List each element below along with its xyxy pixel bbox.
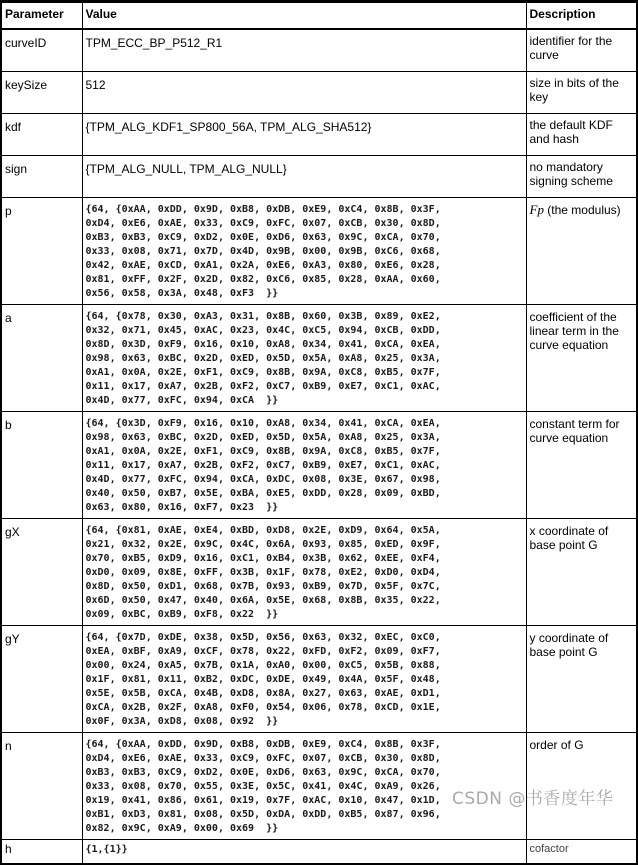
parameter-value: 512 xyxy=(82,72,526,114)
parameter-value-cell xyxy=(82,412,526,519)
table-row-n xyxy=(1,733,637,840)
table-row-a xyxy=(1,305,637,412)
parameter-description: constant term for curve equation xyxy=(526,412,637,519)
parameter-value-cell xyxy=(82,626,526,733)
parameter-value-cell xyxy=(82,733,526,840)
parameter-name: sign xyxy=(1,156,82,198)
parameter-name: curveID xyxy=(1,29,82,72)
table-row-gx xyxy=(1,519,637,626)
parameter-description: x coordinate of base point G xyxy=(526,519,637,626)
parameter-name: b xyxy=(1,412,82,519)
table-row-kdf xyxy=(1,114,637,156)
parameter-description: size in bits of the key xyxy=(526,72,637,114)
parameter-value-cell xyxy=(82,840,526,865)
parameter-description: order of G xyxy=(526,733,637,840)
parameter-description xyxy=(526,198,637,305)
header-parameter: Parameter xyxy=(1,2,82,30)
table-row-sign xyxy=(1,156,637,198)
field-symbol: Fp xyxy=(529,202,544,217)
parameter-description: identifier for the curve xyxy=(526,29,637,72)
parameter-description: y coordinate of base point G xyxy=(526,626,637,733)
hex-value: {64, {0xAA, 0xDD, 0x9D, 0xB8, 0xDB, 0xE9, 0xC4, 0x8B, 0x3F, 0xD4, 0xE6, 0xAE, 0x33, 0xC9, 0xFC, 0x07, 0xCB, 0x30, 0x8D, 0xB3, 0xB3, 0xC9, 0xD2, 0x0E, 0xD6, 0x63, 0x9C, 0xCA, 0x70, 0x33, 0x08, 0x70, 0x55, 0x3E, 0x5C, 0x41, 0x4C, 0xA9, 0x26, 0x19, 0x41, 0x86, 0x61, 0x19, 0x7F, 0xAC, 0x10, 0x47, 0x1D, 0xB1, 0xD3, 0x81, 0x08, 0x5D, 0xDA, 0xDD, 0xB5, 0x87, 0x96, 0x82, 0x9C, 0xA9, 0x00, 0x69 }} xyxy=(85,739,441,834)
parameter-value-cell xyxy=(82,198,526,305)
table-row-gy xyxy=(1,626,637,733)
parameter-name: n xyxy=(1,733,82,840)
parameter-name: h xyxy=(1,840,82,865)
table-row-h xyxy=(1,840,637,865)
parameter-description: no mandatory signing scheme xyxy=(526,156,637,198)
hex-value: {64, {0x81, 0xAE, 0xE4, 0xBD, 0xD8, 0x2E, 0xD9, 0x64, 0x5A, 0x21, 0x32, 0x2E, 0x9C, 0x4C, 0x6A, 0x93, 0x85, 0xED, 0x9F, 0x70, 0xB5, 0xD9, 0x16, 0xC1, 0xB4, 0x3B, 0x62, 0xEE, 0xF4, 0xD0, 0x09, 0x8E, 0xFF, 0x3B, 0x1F, 0x78, 0xE2, 0xD0, 0xD4, 0x8D, 0x50, 0xD1, 0x68, 0x7B, 0x93, 0xB9, 0x7D, 0x5F, 0x7C, 0x6D, 0x50, 0x47, 0x40, 0x6A, 0x5E, 0x68, 0x8B, 0x35, 0x22, 0x09, 0xBC, 0xB9, 0xF8, 0x22 }} xyxy=(85,525,441,620)
parameter-description: cofactor xyxy=(526,840,637,865)
csdn-watermark: CSDN @书香度年华 xyxy=(452,789,614,809)
hex-value: {64, {0x7D, 0xDE, 0x38, 0x5D, 0x56, 0x63, 0x32, 0xEC, 0xC0, 0xEA, 0xBF, 0xA9, 0xCF, 0x78, 0x22, 0xFD, 0xF2, 0x09, 0xF7, 0x00, 0x24, 0xA5, 0x7B, 0x1A, 0xA0, 0x00, 0xC5, 0x5B, 0x88, 0x1F, 0x81, 0x11, 0xB2, 0xDC, 0xDE, 0x49, 0x4A, 0x5F, 0x48, 0x5E, 0x5B, 0xCA, 0x4B, 0xD8, 0x8A, 0x27, 0x63, 0xAE, 0xD1, 0xCA, 0x2B, 0x2F, 0xA8, 0xF0, 0x54, 0x06, 0x78, 0xCD, 0x1E, 0x0F, 0x3A, 0xD8, 0x08, 0x92 }} xyxy=(85,632,441,727)
parameter-name: gX xyxy=(1,519,82,626)
header-value: Value xyxy=(82,2,526,30)
parameter-name: gY xyxy=(1,626,82,733)
parameter-description: the default KDF and hash xyxy=(526,114,637,156)
parameter-name: kdf xyxy=(1,114,82,156)
parameter-value: TPM_ECC_BP_P512_R1 xyxy=(82,29,526,72)
parameter-value: {TPM_ALG_NULL, TPM_ALG_NULL} xyxy=(82,156,526,198)
table-row-p xyxy=(1,198,637,305)
table-row-b xyxy=(1,412,637,519)
hex-value: {1,{1}} xyxy=(85,844,128,855)
description-text: (the modulus) xyxy=(543,203,621,217)
parameter-description: coefficient of the linear term in the curve equation xyxy=(526,305,637,412)
hex-value: {64, {0x78, 0x30, 0xA3, 0x31, 0x8B, 0x60, 0x3B, 0x89, 0xE2, 0x32, 0x71, 0x45, 0xAC, 0x23, 0x4C, 0xC5, 0x94, 0xCB, 0xDD, 0x8D, 0x3D, 0xF9, 0x16, 0x10, 0xA8, 0x34, 0x41, 0xCA, 0xEA, 0x98, 0x63, 0xBC, 0x2D, 0xED, 0x5D, 0x5A, 0xA8, 0x25, 0x3A, 0xA1, 0x0A, 0x2E, 0xF1, 0xC9, 0x8B, 0x9A, 0xC8, 0xB5, 0x7F, 0x11, 0x17, 0xA7, 0x2B, 0xF2, 0xC7, 0xB9, 0xE7, 0xC1, 0xAC, 0x4D, 0x77, 0xFC, 0x94, 0xCA }} xyxy=(85,311,441,406)
hex-value: {64, {0x3D, 0xF9, 0x16, 0x10, 0xA8, 0x34, 0x41, 0xCA, 0xEA, 0x98, 0x63, 0xBC, 0x2D, 0xED, 0x5D, 0x5A, 0xA8, 0x25, 0x3A, 0xA1, 0x0A, 0x2E, 0xF1, 0xC9, 0x8B, 0x9A, 0xC8, 0xB5, 0x7F, 0x11, 0x17, 0xA7, 0x2B, 0xF2, 0xC7, 0xB9, 0xE7, 0xC1, 0xAC, 0x4D, 0x77, 0xFC, 0x94, 0xCA, 0xDC, 0x08, 0x3E, 0x67, 0x98, 0x40, 0x50, 0xB7, 0x5E, 0xBA, 0xE5, 0xDD, 0x28, 0x09, 0xBD, 0x63, 0x80, 0x16, 0xF7, 0x23 }} xyxy=(85,418,441,513)
parameter-value-cell xyxy=(82,305,526,412)
parameter-value: {TPM_ALG_KDF1_SP800_56A, TPM_ALG_SHA512} xyxy=(82,114,526,156)
parameter-name: a xyxy=(1,305,82,412)
parameter-value-cell xyxy=(82,519,526,626)
table-row-curveid xyxy=(1,29,637,72)
hex-value: {64, {0xAA, 0xDD, 0x9D, 0xB8, 0xDB, 0xE9, 0xC4, 0x8B, 0x3F, 0xD4, 0xE6, 0xAE, 0x33, 0xC9, 0xFC, 0x07, 0xCB, 0x30, 0x8D, 0xB3, 0xB3, 0xC9, 0xD2, 0x0E, 0xD6, 0x63, 0x9C, 0xCA, 0x70, 0x33, 0x08, 0x71, 0x7D, 0x4D, 0x9B, 0x00, 0x9B, 0xC6, 0x68, 0x42, 0xAE, 0xCD, 0xA1, 0x2A, 0xE6, 0xA3, 0x80, 0xE6, 0x28, 0x81, 0xFF, 0x2F, 0x2D, 0x82, 0xC6, 0x85, 0x28, 0xAA, 0x60, 0x56, 0x58, 0x3A, 0x48, 0xF3 }} xyxy=(85,204,441,299)
parameter-name: p xyxy=(1,198,82,305)
header-description: Description xyxy=(526,2,637,30)
parameter-name: keySize xyxy=(1,72,82,114)
header-row xyxy=(1,2,637,30)
table-row-keysize xyxy=(1,72,637,114)
